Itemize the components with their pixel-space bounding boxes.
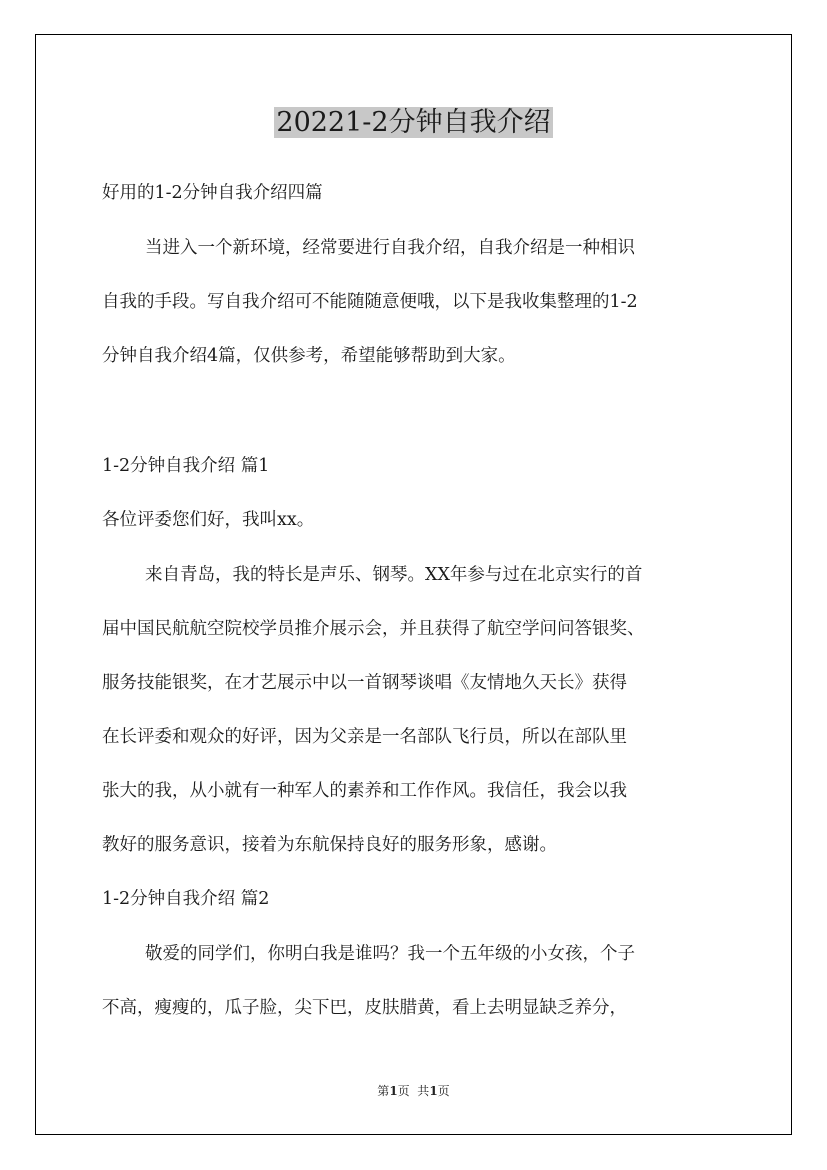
paragraph-line: 当进入一个新环境，经常要进行自我介绍，自我介绍是一种相识 [145,238,635,258]
paragraph-line: 张大的我，从小就有一种军人的素养和工作作风。我信任，我会以我 [102,781,627,801]
paragraph-line: 分钟自我介绍4篇，仅供参考，希望能够帮助到大家。 [102,346,516,366]
subtitle-line: 好用的1-2分钟自我介绍四篇 [102,183,323,203]
section-heading-2: 1-2分钟自我介绍 篇2 [102,889,270,909]
footer-mid: 页 共 [397,1084,430,1098]
paragraph-line: 服务技能银奖，在才艺展示中以一首钢琴谈唱《友情地久天长》获得 [102,673,627,693]
footer-total-pages: 1 [429,1084,438,1098]
document-title [0,101,827,145]
page-footer [0,1083,827,1099]
footer-suffix: 页 [437,1084,450,1098]
paragraph-line: 来自青岛，我的特长是声乐、钢琴。XX年参与过在北京实行的首 [145,565,643,585]
paragraph-line: 届中国民航航空院校学员推介展示会，并且获得了航空学问问答银奖、 [102,619,645,639]
paragraph-line: 不高，瘦瘦的，瓜子脸，尖下巴，皮肤腊黄，看上去明显缺乏养分， [102,998,627,1018]
footer-page-number: 1 [389,1084,398,1098]
paragraph-line: 自我的手段。写自我介绍可不能随随意便哦，以下是我收集整理的1-2 [102,292,638,312]
paragraph-line: 教好的服务意识，接着为东航保持良好的服务形象，感谢。 [102,835,557,855]
paragraph-line: 各位评委您们好，我叫xx。 [102,510,315,530]
section-heading-1: 1-2分钟自我介绍 篇1 [102,456,270,476]
paragraph-line: 在长评委和观众的好评，因为父亲是一名部队飞行员，所以在部队里 [102,727,627,747]
paragraph-line: 敬爱的同学们，你明白我是谁吗？我一个五年级的小女孩，个子 [145,944,635,964]
document-title-text: 20221-2分钟自我介绍 [276,107,551,138]
footer-prefix: 第 [377,1084,390,1098]
